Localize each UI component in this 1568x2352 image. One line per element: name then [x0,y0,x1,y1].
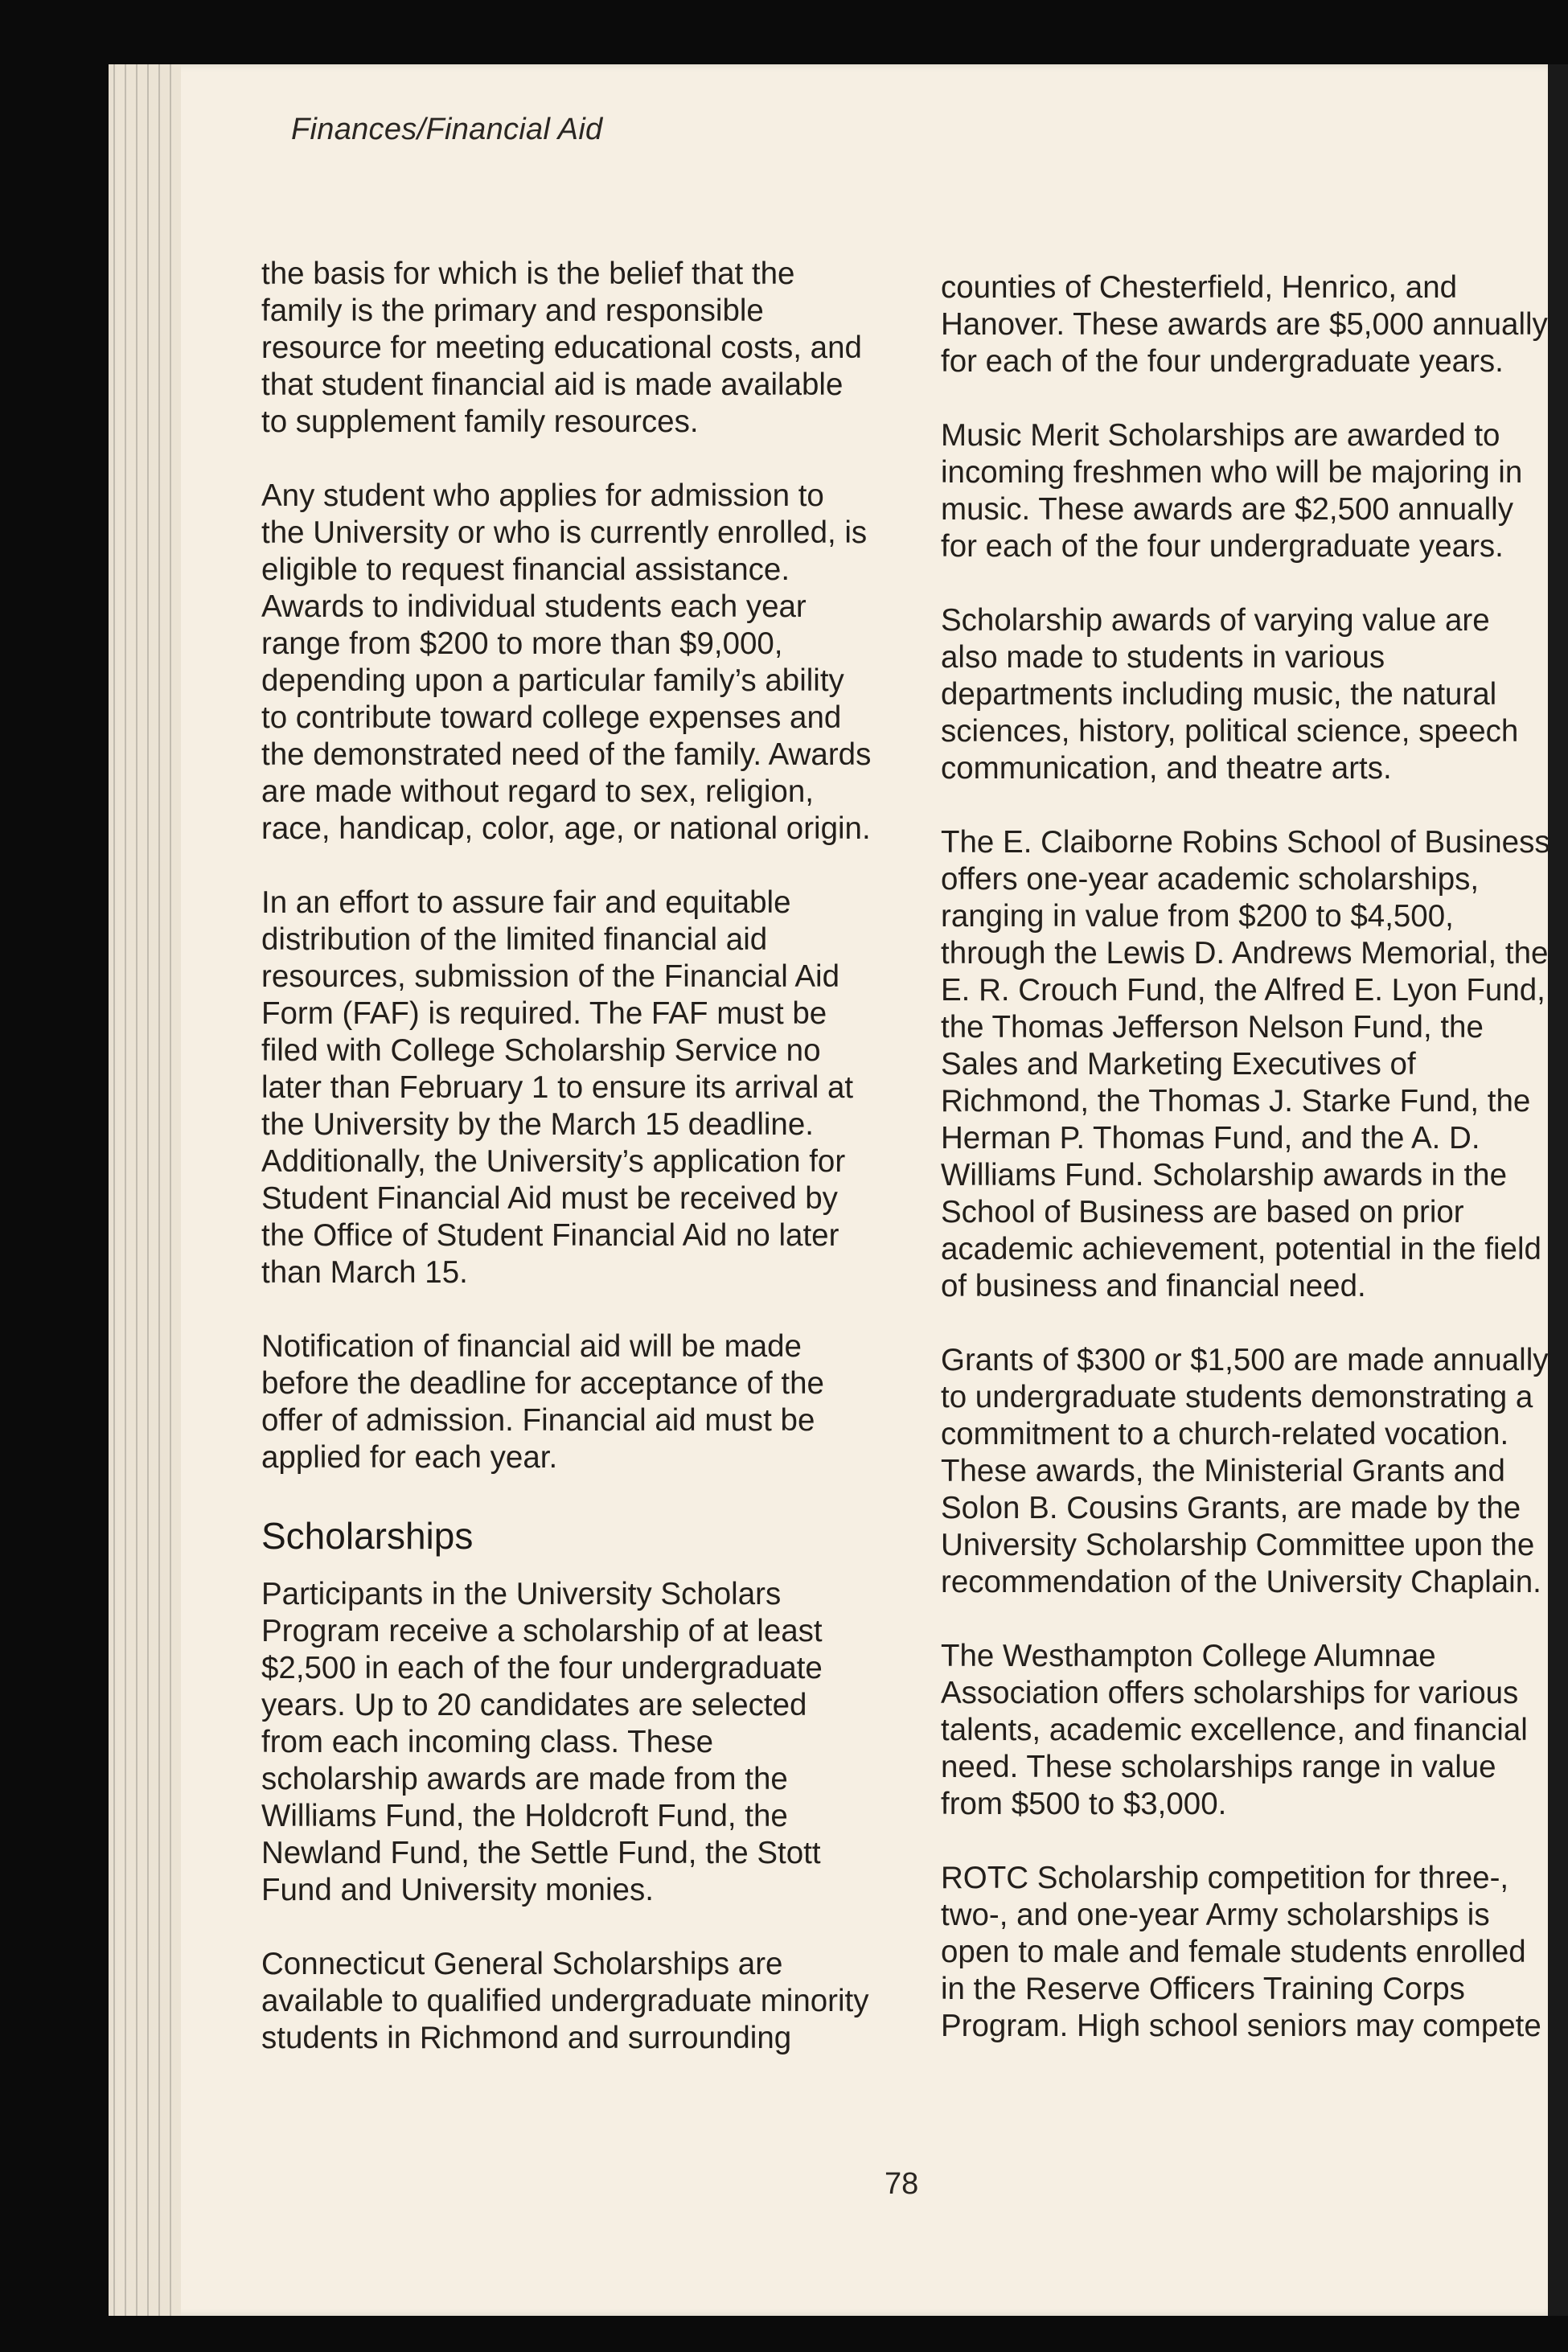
section-heading: Scholarships [261,1515,474,1557]
paragraph: ROTC Scholarship competition for three-, two-, and one-year Army scholarships is open to male and female students enrolled in the Reserve Officers Training Corps Program. High school seniors may compete [941,1861,1541,2043]
paragraph: Notification of financial aid will be made before the deadline for acceptance of the offer of admission. Financial aid must be applied for each year. [261,1329,824,1475]
page-number: 78 [885,2167,919,2201]
paragraph: Scholarship awards of varying value are also made to students in various departments including music, the natural sciences, history, political science, speech communication, and theatre arts. [941,603,1519,786]
paragraph: Grants of $300 or $1,500 are made annually to undergraduate students demonstrating a commitment to a church-related vocation. These awards, the Ministerial Grants and Solon B. Cousins Grants, are made by the University Scholarship Committee upon the recommendation of the University Chaplain. [941,1343,1549,1599]
paragraph: In an effort to assure fair and equitable distribution of the limited financial aid resources, submission of the Financial Aid Form (FAF) is required. The FAF must be filed with College Scholarship Service no later than February 1 to ensure its arrival at the University by the March 15 deadline. Additionally, the University’s application for Student Financial Aid must be received by the Office of Student Financial Aid no later than March 15. [261,885,854,1290]
paragraph: counties of Chesterfield, Henrico, and Hanover. These awards are $5,000 annually for each of the four undergraduate years. [941,270,1548,379]
running-head: Finances/Financial Aid [291,113,603,146]
page-edges [109,64,181,2316]
paragraph: The E. Claiborne Robins School of Business offers one-year academic scholarships, ranging in value from $200 to $4,500, through the Lewis D. Andrews Memorial, the E. R. Crouch Fund, the Alfred E. Lyon Fund, the Thomas Jefferson Nelson Fund, the Sales and Marketing Executives of Richmond, the Thomas J. Starke Fund, the Herman P. Thomas Fund, and the A. D. Williams Fund. Scholarship awards in the School of Business are based on prior academic achievement, potential in the field of business and financial need. [941,825,1550,1303]
paragraph: Participants in the University Scholars Program receive a scholarship of at least $2,500 in each of the four undergraduate years. Up to 20 candidates are selected from each incoming class. These scholarship awards are made from the Williams Fund, the Holdcroft Fund, the Newland Fund, the Settle Fund, the Stott Fund and University monies. [261,1577,823,1907]
paragraph: Music Merit Scholarships are awarded to incoming freshmen who will be majoring in music. These awards are $2,500 annually for each of the four undergraduate years. [941,418,1523,564]
paragraph: Any student who applies for admission to the University or who is currently enrolled, is eligible to request financial assistance. Awards to individual students each year range from $200 to more than $9,000, depending upon a particular family’s ability to contribute toward college expenses and the demonstrated need of the family. Awards are made without regard to sex, religion, race, handicap, color, age, or national origin. [261,478,872,846]
paragraph: the basis for which is the belief that the family is the primary and responsible resource for meeting educational costs, and that student financial aid is made available to supplement family resources. [261,257,862,439]
paragraph: Connecticut General Scholarships are available to qualified undergraduate minority students in Richmond and surrounding [261,1947,869,2055]
paragraph: The Westhampton College Alumnae Association offers scholarships for various talents, academic excellence, and financial need. These scholarships range in value from $500 to $3,000. [941,1639,1528,1821]
right-column [941,269,1552,2082]
left-column [261,256,872,2094]
